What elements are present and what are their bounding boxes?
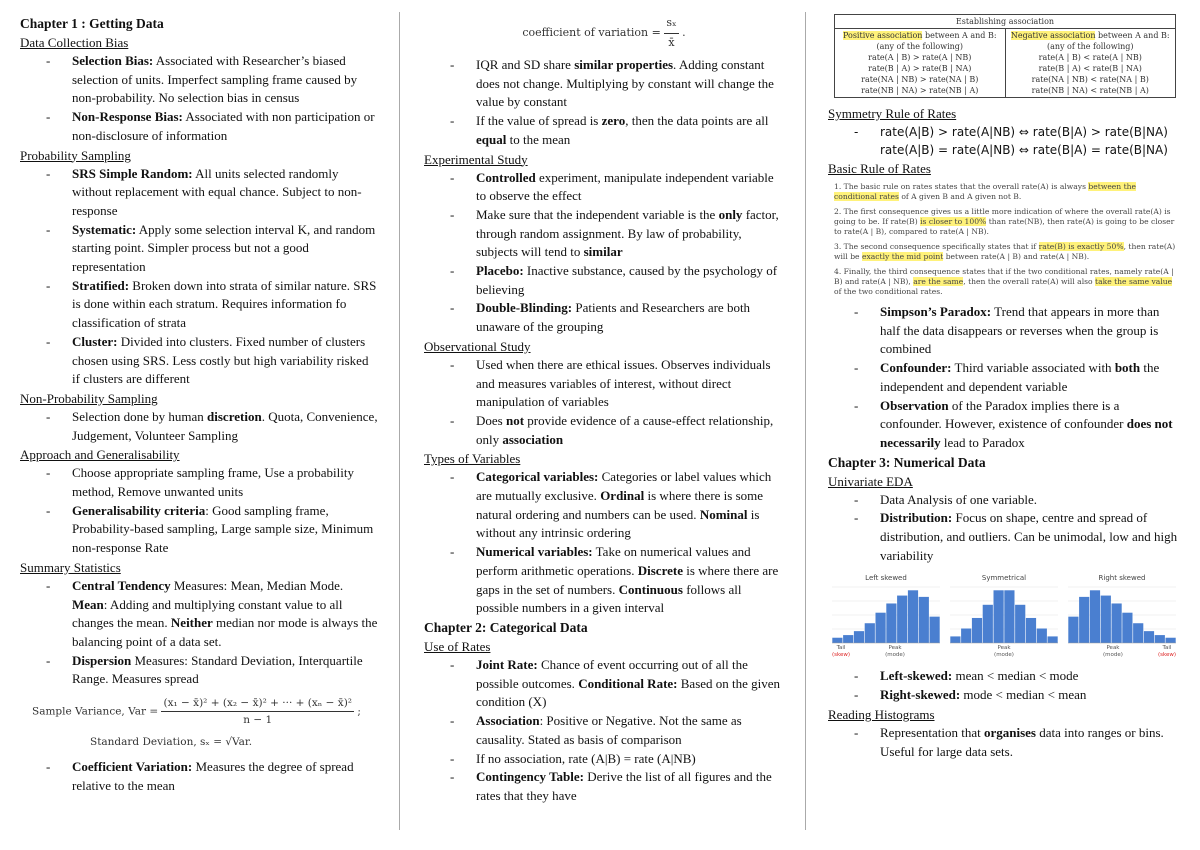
histogram-label: Peak (mode) [1103,645,1123,659]
histogram-title: Symmetrical [981,574,1027,583]
list-item: - Representation that organises data into ranges or bins. Useful for large data sets. [828,724,1180,761]
histogram-bar [832,638,842,643]
list-item: - Stratified: Broken down into strata of similar nature. SRS is done within each stratum. Requires information fo classification of strata [20,277,378,333]
list-item: - Controlled experiment, manipulate independent variable to observe the effect [424,169,784,206]
histogram-1 [832,573,940,659]
rule-1: 1. The basic rule on rates states that the overall rate(A) is always between the conditional rates of A given B and A given not B. [834,182,1137,201]
heading-reading-histograms: Reading Histograms [828,706,935,722]
list-item: - Double-Blinding: Patients and Researchers are both unaware of the grouping [424,299,784,336]
histogram-bar [1037,629,1047,643]
histogram-title: Left skewed [865,574,907,583]
negative-association-cell: Negative association between A and B: (any of the following) rate(A | B) < rate(A | NB) rate(B | A) < rate(B | NA) rate(NA | NB) < rate(NA | B) rate(NB | NA) < rate(NB | A) [1005,29,1176,97]
heading-use-of-rates: Use of Rates [424,638,491,654]
list-item: - Systematic: Apply some selection interval K, and random starting point. Simpler process but not a good representation [20,221,378,277]
rule-2: 2. The first consequence gives us a little more indication of where the overall rate(A) is going to be. If rate(B) is closer to 100% than rate(NB), then rate(A) is going to be closer to rate(A | B), compared to rate(A | NB). [834,207,1175,236]
experimental-list [424,169,784,337]
list-item: - Generalisability criteria: Good sampling frame, Probability-based sampling, Large sample size, Minimum non-response Rate [20,502,378,558]
list-item: - If no association, rate (A|B) = rate (A|NB) [424,750,784,769]
histogram-bar [886,604,896,644]
histogram-bar [1026,618,1036,643]
list-item: - Cluster: Divided into clusters. Fixed number of clusters chosen using SRS. Less costly but high variability risked if clusters are different [20,333,378,389]
list-item: - Selection done by human discretion. Quota, Convenience, Judgement, Volunteer Sampling [20,408,378,445]
histogram-label: Peak (mode) [994,645,1014,659]
heading-approach-generalisability: Approach and Generalisability [20,447,180,463]
bias-list [20,52,378,146]
histogram-bar [1101,596,1111,643]
histogram-bar [1112,604,1122,644]
column-2 [424,14,784,806]
histogram-labels [832,645,940,659]
column-1 [20,14,378,796]
histogram-bar [1133,624,1143,644]
cv-formula: coefficient of variation = $\frac{\text{sₓ}}{x̄}$ . [522,16,686,49]
heading-basic-rule: Basic Rule of Rates [828,161,931,176]
list-item: - Distribution: Focus on shape, centre and spread of distribution, and outliers. Can be unimodal, low and high variability [828,509,1180,565]
list-item: - Numerical variables: Take on numerical values and perform arithmetic operations. Discrete is where there are gaps in the set of numbers. Continuous follows all possible numbers in a given interval [424,543,784,618]
skew-list [828,667,1180,704]
heading-probability-sampling: Probability Sampling [20,147,131,163]
basic-rule-list [834,182,1180,297]
histogram-bar [908,591,918,644]
histogram-bar [854,632,864,644]
histogram-list [828,724,1180,761]
list-item: - Central Tendency Measures: Mean, Median Mode. Mean: Adding and multiplying constant value to all changes the mean. Neither median nor mode is always the balancing point of a data set. [20,577,378,652]
histogram-bar [1155,636,1165,644]
histogram-plot [950,583,1058,645]
paradox-list [828,303,1180,453]
variable-types-list [424,468,784,618]
list-item: - Data Analysis of one variable. [828,491,1180,510]
list-item: - Contingency Table: Derive the list of all figures and the rates that they have [424,768,784,805]
rates-list [424,656,784,806]
list-item: - Selection Bias: Associated with Researcher’s biased selection of units. Imperfect sampling frame caused by non-probability. No selection bias in census [20,52,378,108]
histogram-bar [865,624,875,644]
list-item: - Joint Rate: Chance of event occurring out of all the possible outcomes. Conditional Rate: Based on the given condition (X) [424,656,784,712]
list-item: - SRS Simple Random: All units selected randomly without replacement with equal chance. Subject to non-response [20,165,378,221]
probability-sampling-list [20,165,378,389]
histogram-bar [972,618,982,643]
chapter-1-title: Chapter 1 : Getting Data [20,16,164,31]
histogram-2 [950,573,1058,659]
list-item: - Dispersion Measures: Standard Deviation, Interquartile Range. Measures spread [20,652,378,689]
histogram-bar [1122,613,1132,643]
column-divider-1 [399,12,400,830]
list-item: - Non-Response Bias: Associated with non participation or non-disclosure of information [20,108,378,145]
histogram-bar [994,591,1004,644]
list-item: - Make sure that the independent variable is the only factor, through random assignment. By law of probability, subjects will tend to similar [424,206,784,262]
heading-data-collection-bias: Data Collection Bias [20,35,129,50]
rule-4: 4. Finally, the third consequence states that if the two conditional rates, namely rate(A | B) and rate(A | NB), are the same, then the overall rate(A) will also take the same value of the two conditional rates. [834,267,1174,296]
observational-list [424,356,784,450]
spread-list [424,56,784,150]
histogram-label: Tail (skew) [832,645,851,659]
heading-non-probability-sampling: Non-Probability Sampling [20,390,158,406]
histogram-bar [1015,605,1025,643]
histogram-plot [1068,583,1176,645]
histogram-label: Tail (skew) [1157,645,1176,659]
heading-summary-statistics: Summary Statistics [20,559,121,575]
heading-types-of-variables: Types of Variables [424,451,521,467]
histogram-plot [832,583,940,645]
histogram-title: Right skewed [1098,574,1146,583]
list-item: - Left-skewed: mean < median < mode [828,667,1180,686]
chapter-3-title: Chapter 3: Numerical Data [828,454,986,470]
association-table-title: Establishing association [835,15,1175,29]
histogram-labels [950,645,1058,659]
list-item: - Association: Positive or Negative. Not the same as causality. Stated as basis of comparison [424,712,784,749]
histogram-bar [1068,617,1078,643]
rule-3: 3. The second consequence specifically states that if rate(B) is exactly 50%, then rate(A) will be exactly the mid point between rate(A | B) and rate(A | NB). [834,242,1176,261]
list-item: - Coefficient Variation: Measures the degree of spread relative to the mean [20,758,378,795]
histogram-bar [961,629,971,643]
chapter-2-title: Chapter 2: Categorical Data [424,619,588,635]
histogram-bar [919,597,929,643]
column-3 [828,14,1180,761]
symmetry-rules: - rate(A|B) > rate(A|NB) ⇔ rate(B|A) > rate(B|NA) rate(A|B) = rate(A|NB) ⇔ rate(B|A) = rate(B|NA) [854,125,1168,157]
histogram-bar [897,596,907,643]
list-item: - Simpson’s Paradox: Trend that appears in more than half the data disappears or reverses when the group is combined [828,303,1180,359]
list-item: - IQR and SD share similar properties. Adding constant does not change. Multiplying by constant will change the value by constant [424,56,784,112]
heading-observational-study: Observational Study [424,338,531,354]
skew-histograms [832,573,1176,659]
histogram-bar [843,636,853,644]
univariate-list [828,491,1180,566]
histogram-bar [1090,591,1100,644]
histogram-bar [983,605,993,643]
summary-list [20,577,378,689]
approach-list [20,464,378,558]
non-probability-list [20,408,378,445]
histogram-bar [1048,637,1058,644]
histogram-bar [930,617,940,643]
positive-association-cell: Positive association between A and B: (any of the following) rate(A | B) > rate(A | NB) rate(B | A) > rate(B | NA) rate(NA | NB) > rate(NA | B) rate(NB | NA) > rate(NB | A) [842,31,997,95]
histogram-labels [1068,645,1176,659]
list-item: - Does not provide evidence of a cause-effect relationship, only association [424,412,784,449]
list-item: - Categorical variables: Categories or label values which are mutually exclusive. Ordinal is where there is some natural ordering and numbers can be used. Nominal is without any intrinsic ordering [424,468,784,543]
column-divider-2 [805,12,806,830]
histogram-bar [876,613,886,643]
heading-symmetry-rule: Symmetry Rule of Rates [828,106,957,121]
histogram-bar [950,637,960,644]
list-item: - If the value of spread is zero, then the data points are all equal to the mean [424,112,784,149]
association-table [834,14,1176,98]
list-item: - Placebo: Inactive substance, caused by the psychology of believing [424,262,784,299]
histogram-bar [1079,597,1089,643]
histogram-bar [1004,591,1014,644]
list-item: - Confounder: Third variable associated with both the independent and dependent variable [828,359,1180,396]
list-item: - Right-skewed: mode < median < mean [828,686,1180,705]
heading-univariate-eda: Univariate EDA [828,473,913,489]
sd-formula: Standard Deviation, sₓ = √Var. [90,736,253,749]
list-item: - Choose appropriate sampling frame, Use a probability method, Remove unwanted units [20,464,378,501]
histogram-bar [1166,638,1176,643]
cv-list [20,758,378,795]
heading-experimental-study: Experimental Study [424,151,528,167]
histogram-label: Peak (mode) [885,645,905,659]
histogram-3 [1068,573,1176,659]
variance-formula: Sample Variance, Var = $\frac{\text{(x₁ − x̄)² + (x₂ − x̄)² + ··· + (xₙ − x̄)²}}{n - 1}$ ; Standard Deviation, sₓ = √Var. [32,695,378,750]
list-item: - Used when there are ethical issues. Observes individuals and measures variables of interest, without direct manipulation of variables [424,356,784,412]
histogram-bar [1144,632,1154,644]
list-item: - Observation of the Paradox implies there is a confounder. However, existence of confounder does not necessarily lead to Paradox [828,397,1180,453]
